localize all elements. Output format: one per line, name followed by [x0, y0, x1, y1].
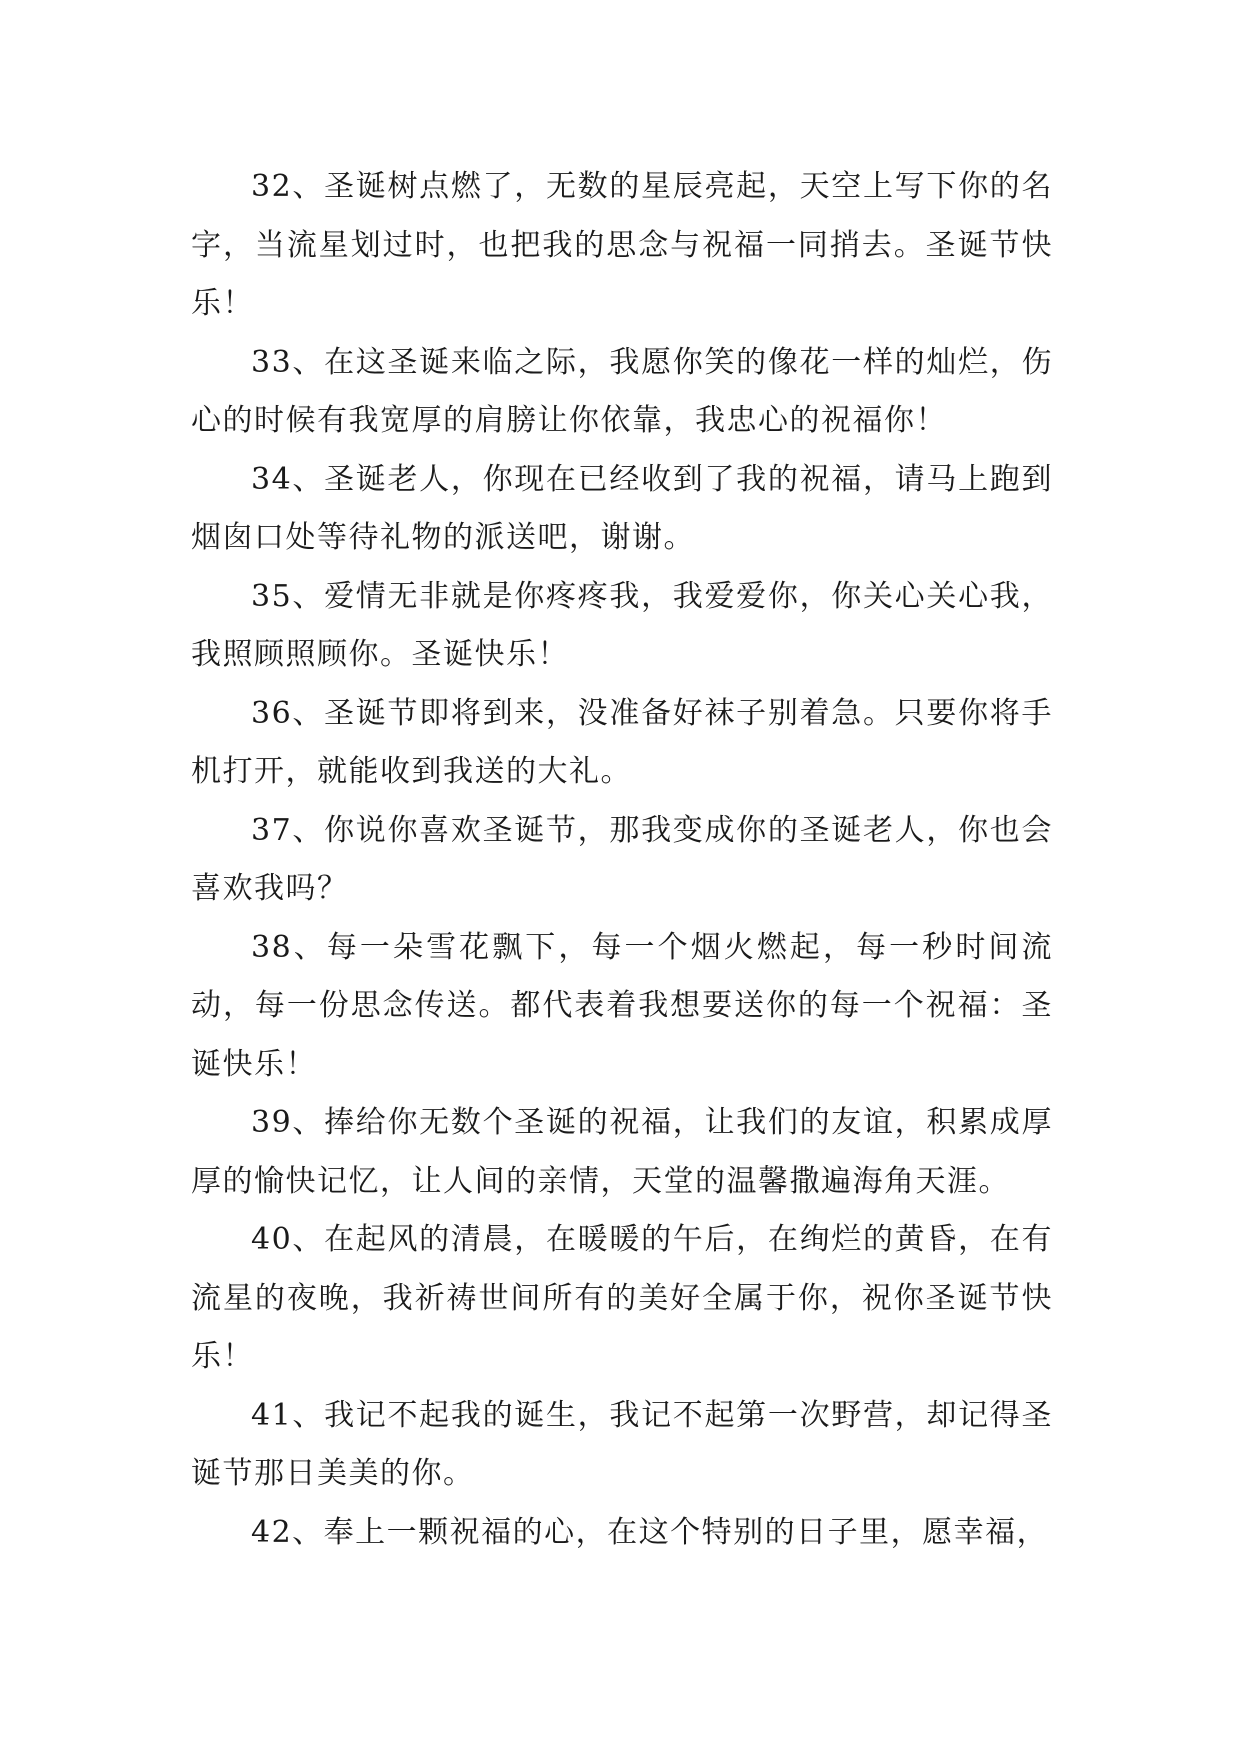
paragraph-39: 39、捧给你无数个圣诞的祝福，让我们的友谊，积累成厚厚的愉快记忆，让人间的亲情，天堂的温馨撒遍海角天涯。: [191, 1105, 1053, 1199]
document-body: [191, 158, 1053, 1562]
paragraph-37: 37、你说你喜欢圣诞节，那我变成你的圣诞老人，你也会喜欢我吗？: [191, 812, 1053, 906]
paragraph-34: 34、圣诞老人，你现在已经收到了我的祝福，请马上跑到烟囱口处等待礼物的派送吧，谢谢。: [191, 461, 1053, 555]
paragraph-35: 35、爱情无非就是你疼疼我，我爱爱你，你关心关心我，我照顾照顾你。圣诞快乐！: [191, 578, 1053, 672]
paragraph-33: 33、在这圣诞来临之际，我愿你笑的像花一样的灿烂，伤心的时候有我宽厚的肩膀让你依靠，我忠心的祝福你！: [191, 344, 1053, 438]
paragraph-42: 42、奉上一颗祝福的心，在这个特别的日子里，愿幸福，: [251, 1514, 1049, 1550]
paragraph-40: 40、在起风的清晨，在暖暖的午后，在绚烂的黄昏，在有流星的夜晚，我祈祷世间所有的美好全属于你，祝你圣诞节快乐！: [191, 1222, 1053, 1374]
paragraph-38: 38、每一朵雪花飘下，每一个烟火燃起，每一秒时间流动，每一份思念传送。都代表着我想要送你的每一个祝福：圣诞快乐！: [191, 929, 1053, 1082]
paragraph-41: 41、我记不起我的诞生，我记不起第一次野营，却记得圣诞节那日美美的你。: [191, 1397, 1053, 1491]
paragraph-36: 36、圣诞节即将到来，没准备好袜子别着急。只要你将手机打开，就能收到我送的大礼。: [191, 695, 1053, 789]
paragraph-32: 32、圣诞树点燃了，无数的星辰亮起，天空上写下你的名字，当流星划过时，也把我的思念与祝福一同捎去。圣诞节快乐！: [191, 169, 1053, 321]
